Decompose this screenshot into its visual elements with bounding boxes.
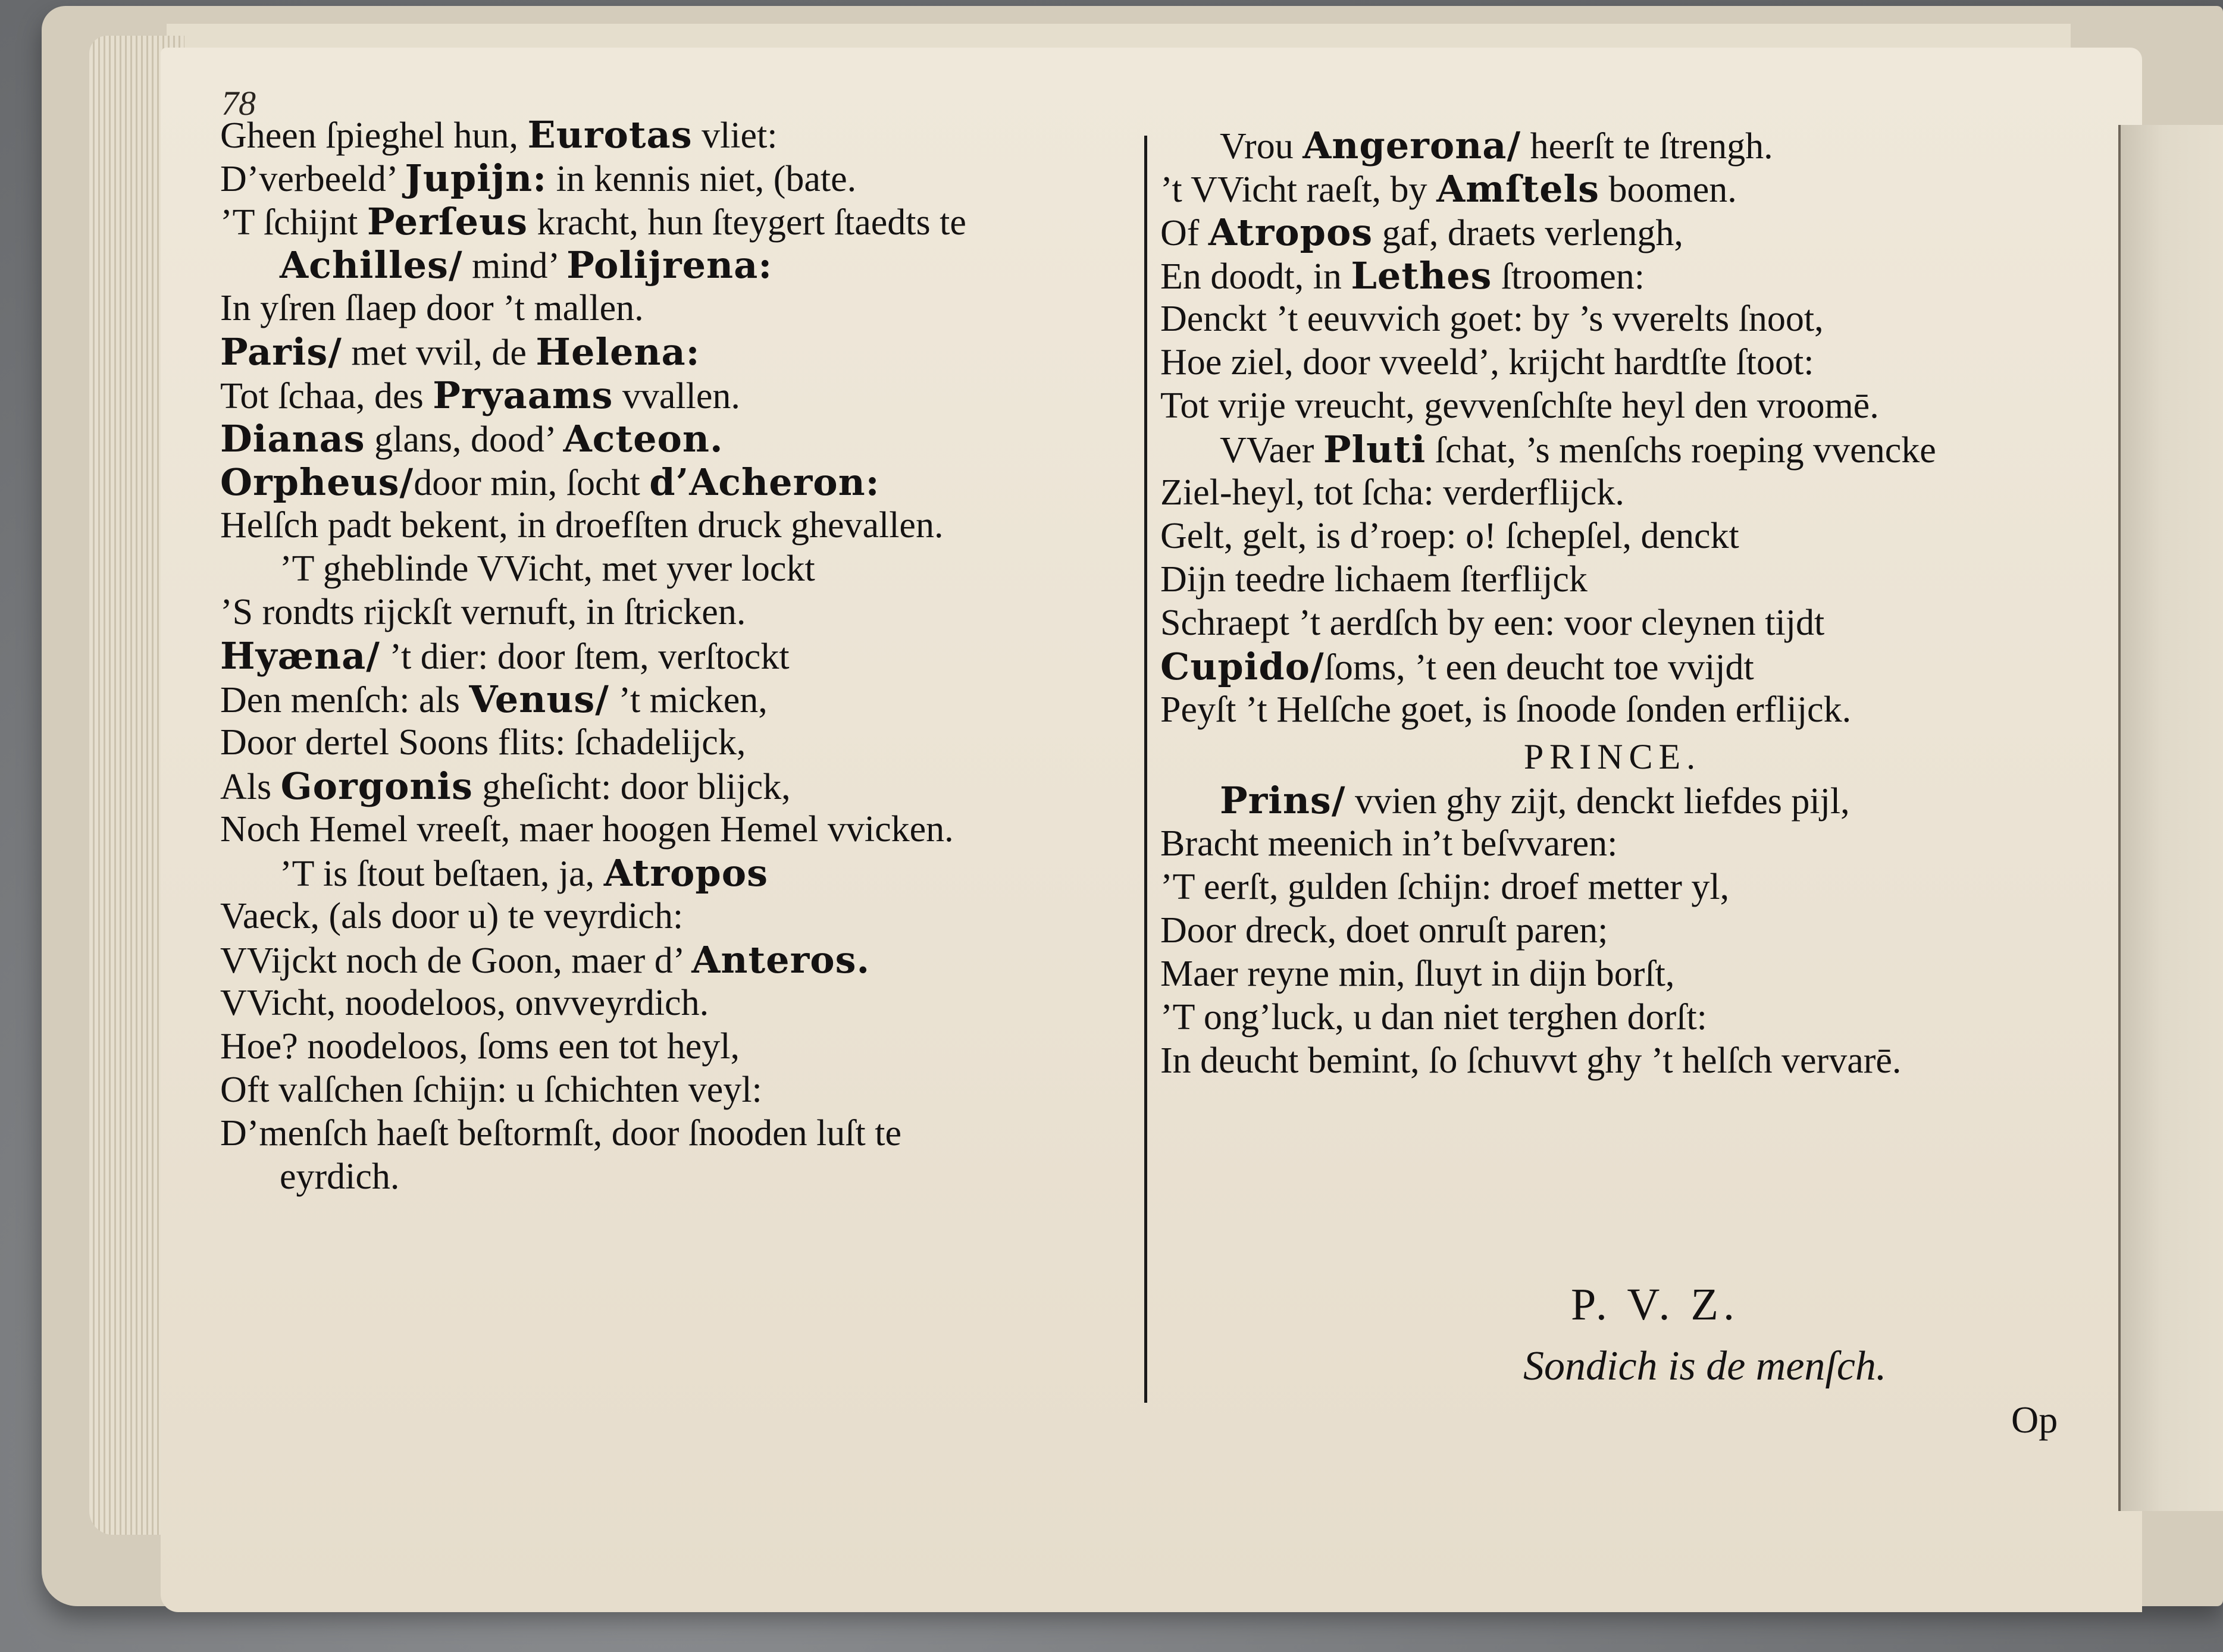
verse-line: [1160, 211, 2065, 254]
left-column: [220, 113, 1136, 1199]
verse-line: [1160, 645, 2065, 688]
verse-line: [220, 721, 1136, 764]
blackletter-name: Pryaams: [433, 374, 613, 417]
verse-text: Ziel-heyl, tot ſcha: verderflijck.: [1160, 472, 1624, 513]
verse-text: ’T ſchijnt: [220, 202, 367, 243]
verse-text: vvallen.: [613, 376, 740, 416]
verse-text: ’T ong’luck, u dan niet terghen dorſt:: [1160, 997, 1707, 1037]
verse-text: Denckt ’t eeuvvich goet: by ’s vverelts ſnoot,: [1160, 299, 1824, 339]
verse-text: met vvil, de: [342, 333, 536, 373]
verse-text: Bracht meenich in’t beſvvaren:: [1160, 823, 1618, 864]
right-column-verses: [1160, 124, 2065, 732]
verse-text: gaf, draets verlengh,: [1373, 213, 1683, 253]
verse-line: [220, 678, 1136, 721]
blackletter-name: Dianas: [220, 417, 365, 460]
verse-text: D’verbeeld’: [220, 159, 405, 199]
verse-line: [220, 287, 1136, 330]
verse-text: ’T eerſt, gulden ſchijn: droef metter yl,: [1160, 867, 1730, 907]
verse-text: ’t micken,: [609, 680, 768, 720]
verse-text: boomen.: [1599, 170, 1737, 210]
verse-line: [220, 243, 1136, 287]
verse-text: Maer reyne min, ſluyt in dijn borſt,: [1160, 954, 1675, 994]
blackletter-name: Acteon.: [563, 417, 724, 460]
verse-text: Als: [220, 767, 281, 807]
blackletter-name: Lethes: [1351, 254, 1492, 297]
blackletter-name: Cupido/: [1160, 645, 1325, 688]
verse-text: ’T is ſtout beſtaen, ja,: [280, 854, 604, 894]
verse-text: Noch Hemel vreeſt, maer hoogen Hemel vvicken.: [220, 809, 954, 849]
verse-text: Vrou: [1220, 126, 1303, 167]
verse-line: [220, 764, 1136, 808]
verse-line: [1160, 952, 2065, 996]
verse-text: Dijn teedre lichaem ſterflijck: [1160, 559, 1588, 600]
verse-text: vvien ghy zijt, denckt liefdes pijl,: [1345, 781, 1850, 822]
verse-line: [1160, 124, 2065, 167]
blackletter-name: Hyæna/: [220, 634, 380, 678]
verse-text: Den menſch: als: [220, 680, 469, 720]
verse-text: kracht, hun ſteygert ſtaedts te: [528, 202, 966, 243]
blackletter-name: Jupijn:: [405, 156, 547, 200]
verse-line: [1160, 688, 2065, 732]
verse-text: Oft valſchen ſchijn: u ſchichten veyl:: [220, 1070, 762, 1110]
blackletter-name: Atropos: [603, 851, 768, 895]
section-heading: PRINCE.: [1523, 737, 1702, 776]
verse-line: [1160, 1039, 2065, 1083]
verse-text: En doodt, in: [1160, 256, 1351, 297]
verse-line: [1160, 167, 2065, 211]
verse-line: [1160, 254, 2065, 297]
blackletter-name: Atropos: [1208, 211, 1373, 254]
verse-text: door min, ſocht: [414, 463, 650, 503]
verse-text: ’T gheblinde VVicht, met yver lockt: [280, 548, 815, 589]
verse-line: [220, 1112, 1136, 1155]
verse-line: [1160, 515, 2065, 558]
verse-text: Of: [1160, 213, 1208, 253]
verse-text: In deucht bemint, ſo ſchuvvt ghy ’t helſch vervarē.: [1160, 1040, 1902, 1081]
blackletter-name: Helena:: [536, 330, 700, 374]
verse-text: glans, dood’: [365, 419, 563, 460]
verse-text: Hoe ziel, door vveeld’, krijcht hardtſte ſtoot:: [1160, 342, 1814, 383]
blackletter-name: Venus/: [469, 678, 609, 721]
verse-line: [220, 504, 1136, 547]
blackletter-name: Orpheus/: [220, 460, 414, 504]
verse-line: [1160, 996, 2065, 1039]
verse-text: vliet:: [692, 115, 778, 156]
verse-line: [220, 938, 1136, 982]
verse-line: [1160, 601, 2065, 645]
verse-text: VVicht, noodeloos, onvveyrdich.: [220, 983, 709, 1023]
blackletter-name: Angerona/: [1303, 124, 1521, 167]
verse-text: ’t dier: door ſtem, verſtockt: [380, 637, 790, 677]
verse-line: [220, 1068, 1136, 1112]
verse-text: Gheen ſpieghel hun,: [220, 115, 528, 156]
verse-text: Door dertel Soons flits: ſchadelijck,: [220, 722, 746, 763]
catchword: Op: [2011, 1399, 2058, 1441]
verse-line: [220, 1155, 1136, 1199]
blackletter-name: Achilles/: [280, 243, 463, 287]
verse-text: VVaer: [1220, 430, 1323, 471]
verse-text: ſchat, ’s menſchs roeping vvencke: [1426, 430, 1936, 471]
verse-line: [220, 417, 1136, 460]
right-column: [1160, 124, 2065, 1083]
blackletter-name: Perſeus: [367, 200, 528, 243]
signature-motto: Sondich is de menſch.: [1523, 1343, 1887, 1389]
right-column-verses-2: [1160, 779, 2065, 1083]
verse-line: [1160, 341, 2065, 384]
verse-line: [1160, 822, 2065, 866]
verse-line: [1160, 428, 2065, 471]
verse-text: Gelt, gelt, is d’roep: o! ſchepſel, denckt: [1160, 516, 1739, 556]
blackletter-name: Prins/: [1220, 779, 1346, 822]
blackletter-name: Gorgonis: [280, 764, 473, 808]
verse-text: Tot ſchaa, des: [220, 376, 433, 416]
verse-text: Vaeck, (als door u) te veyrdich:: [220, 896, 684, 936]
verse-text: Schraept ’t aerdſch by een: voor cleynen tijdt: [1160, 603, 1825, 643]
signature-initials: P. V. Z.: [1571, 1280, 1739, 1330]
verse-line: [220, 895, 1136, 938]
verse-line: [220, 374, 1136, 417]
blackletter-name: Amſtels: [1436, 167, 1599, 211]
verse-text: ’t VVicht raeſt, by: [1160, 170, 1437, 210]
verse-text: D’menſch haeſt beſtormſt, door ſnooden luſt te: [220, 1113, 902, 1153]
verse-line: [220, 851, 1136, 895]
verse-text: ſtroomen:: [1492, 256, 1645, 297]
page-number: 78: [221, 84, 256, 123]
verse-text: in kennis niet, (bate.: [547, 159, 857, 199]
verse-line: [220, 982, 1136, 1025]
verse-text: gheſicht: door blijck,: [472, 767, 791, 807]
blackletter-name: Polijrena:: [566, 243, 773, 287]
blackletter-name: Paris/: [220, 330, 342, 374]
verse-text: VVijckt noch de Goon, maer d’: [220, 941, 692, 981]
facing-page-bleed-through: [2144, 125, 2222, 1511]
verse-line: [220, 634, 1136, 678]
blackletter-name: Anteros.: [691, 938, 871, 982]
verse-text: Tot vrije vreucht, gevvenſchſte heyl den vroomē.: [1160, 385, 1879, 426]
verse-line: [220, 591, 1136, 634]
verse-line: [220, 156, 1136, 200]
verse-line: [220, 1025, 1136, 1068]
verse-line: [220, 547, 1136, 591]
verse-line: [1160, 558, 2065, 601]
verse-line: [220, 113, 1136, 156]
signature-block: [1523, 1279, 2059, 1390]
verse-text: ’S rondts rijckſt vernuft, in ſtricken.: [220, 592, 746, 632]
verse-line: [1160, 471, 2065, 515]
verse-line: [1160, 384, 2065, 428]
verse-line: [220, 808, 1136, 851]
verse-text: heerſt te ſtrengh.: [1521, 126, 1773, 167]
verse-text: mind’: [462, 246, 567, 286]
facing-page: [2118, 125, 2223, 1511]
blackletter-name: Pluti: [1323, 428, 1426, 471]
verse-line: [1160, 779, 2065, 822]
blackletter-name: d’Acheron:: [649, 460, 880, 504]
verse-line: [1160, 866, 2065, 909]
verse-text: Peyſt ’t Helſche goet, is ſnoode ſonden erflijck.: [1160, 689, 1852, 730]
verse-line: [220, 330, 1136, 374]
verse-line: [220, 460, 1136, 504]
verse-text: Hoe? noodeloos, ſoms een tot heyl,: [220, 1026, 740, 1067]
verse-text: eyrdich.: [280, 1156, 400, 1197]
verse-line: [220, 200, 1136, 243]
verse-text: In yſren ſlaep door ’t mallen.: [220, 288, 644, 328]
verse-line: [1160, 909, 2065, 952]
verse-line: [1160, 297, 2065, 341]
blackletter-name: Eurotas: [527, 113, 693, 156]
verse-text: Door dreck, doet onruſt paren;: [1160, 910, 1608, 951]
verse-text: ſoms, ’t een deucht toe vvijdt: [1324, 647, 1754, 688]
verse-text: Helſch padt bekent, in droefſten druck ghevallen.: [220, 505, 944, 546]
column-divider: [1144, 136, 1147, 1403]
